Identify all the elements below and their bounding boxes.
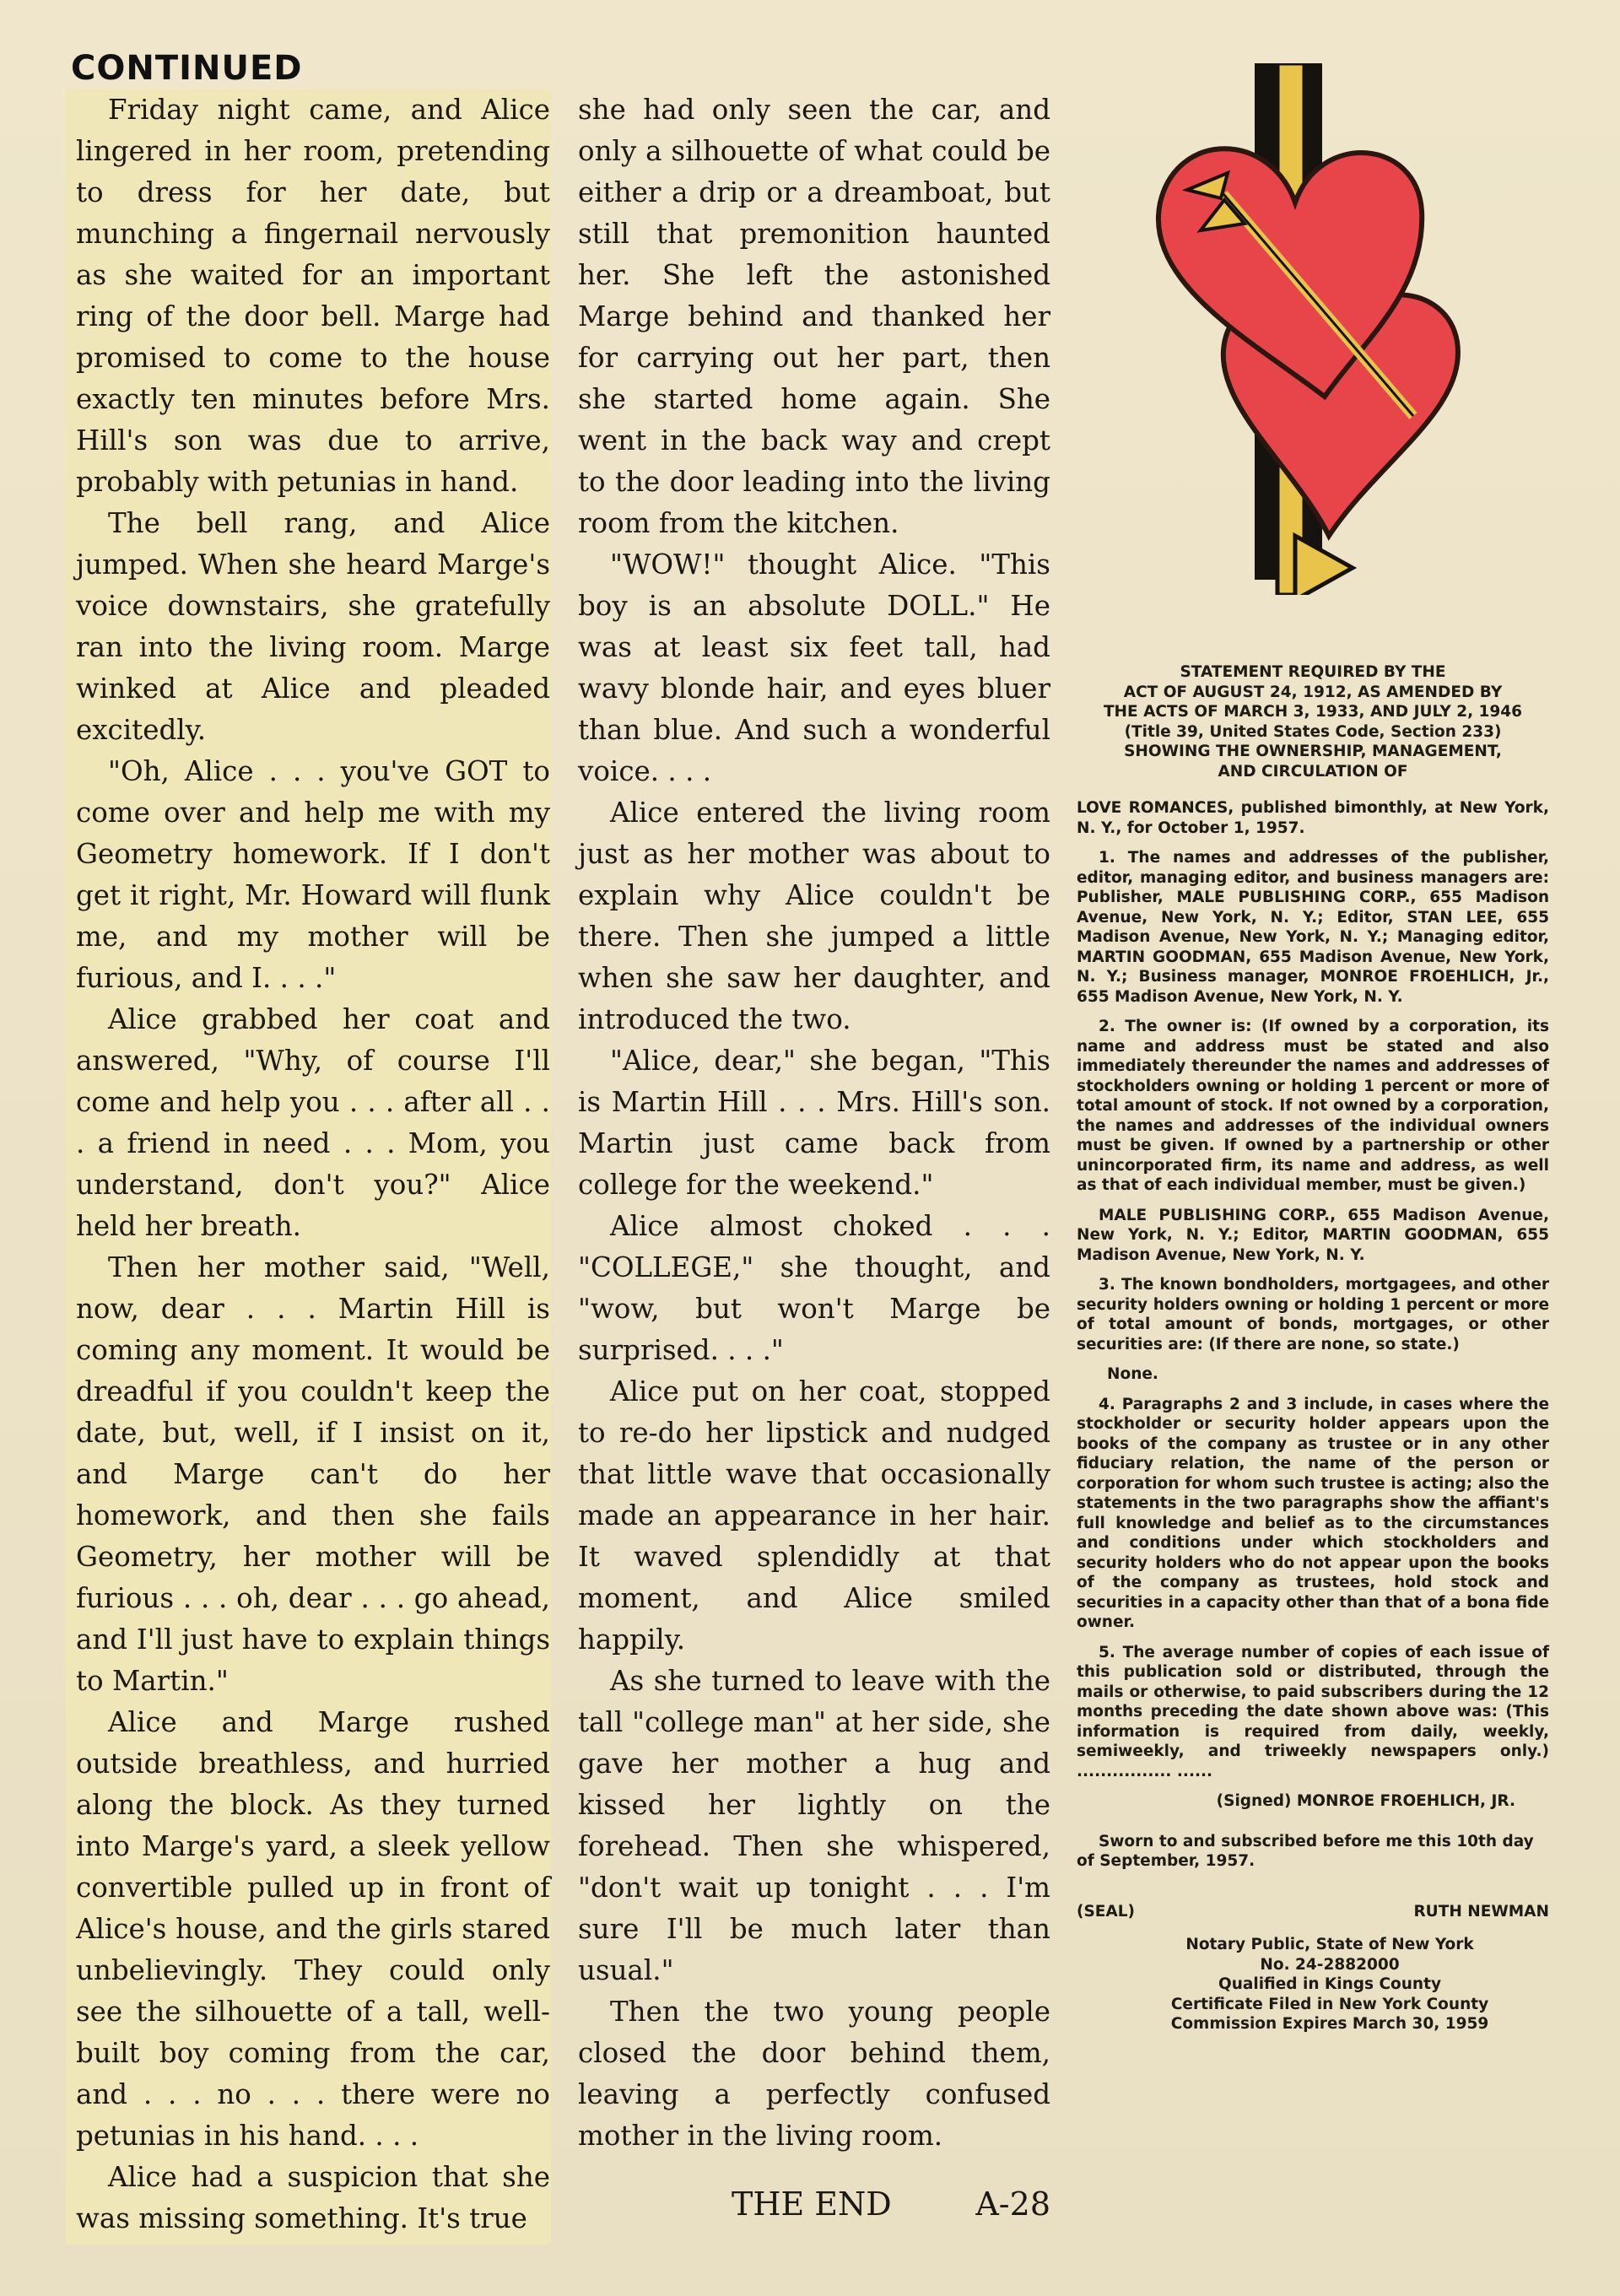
story-paragraph: Alice had a suspicion that she was missing something. It's true	[76, 2161, 550, 2234]
statement-paragraph: 2. The owner is: (If owned by a corporation, its name and address must be stated and also immediately thereunder the names and addresses of stockholders owning or holding 1 percent or more of total amount of stock. If not owned by a corporation, the names and addresses of the individual owners must be given. If owned by a partnership or other unincorporated firm, its name and address, as well as that of each individual member, must be given.)	[1077, 1018, 1549, 1194]
statement-paragraph: 3. The known bondholders, mortgagees, and other security holders owning or holding 1 percent or more of total amount of bonds, mortgages, or other securities are: (If there are none, so state.)	[1077, 1276, 1549, 1353]
story-paragraph: Alice grabbed her coat and answered, "Why, of course I'll come and help you . . . after all . . . a friend in need . . . Mom, you understand, don't you?" Alice held her breath.	[76, 1003, 550, 1242]
arrow-tail-shape	[1295, 536, 1353, 595]
statement-paragraph: 4. Paragraphs 2 and 3 include, in cases where the stockholder or security holder appears upon the books of the company as trustee or in any other fiduciary relation, the name of the person or corporation for whom such trustee is acting; also the statements in the two paragraphs show the affiant's full knowledge and belief as to the circumstances and conditions under which stockholders and security holders who do not appear upon the books of the company as trustees, hold stock and securities in a capacity other than that of a bona fide owner.	[1077, 1395, 1549, 1631]
notary-name: RUTH NEWMAN	[1413, 1902, 1549, 1921]
continued-heading: CONTINUED	[71, 49, 303, 88]
story-paragraph: Alice almost choked . . . "COLLEGE," she thought, and "wow, but won't Marge be surprised. . . ."	[578, 1210, 1050, 1366]
statement-intro: LOVE ROMANCES, published bimonthly, at New York, N. Y., for October 1, 1957.	[1077, 799, 1549, 837]
story-paragraph: "Alice, dear," she began, "This is Martin Hill . . . Mrs. Hill's son. Martin just came back from college for the weekend."	[578, 1045, 1050, 1201]
story-paragraph: Alice entered the living room just as her mother was about to explain why Alice couldn't be there. Then she jumped a little when she saw her daughter, and introduced the two.	[578, 797, 1050, 1035]
page-code: A-28	[975, 2185, 1050, 2223]
statement-none: None.	[1107, 1365, 1158, 1383]
story-column-right	[578, 89, 1050, 2157]
statement-heading-line: SHOWING THE OWNERSHIP, MANAGEMENT,	[1124, 743, 1502, 760]
statement-heading-line: ACT OF AUGUST 24, 1912, AS AMENDED BY	[1123, 683, 1503, 701]
story-end-line	[578, 2185, 1050, 2223]
statement-seal-row	[1077, 1902, 1549, 1922]
notary-line: No. 24-2882000	[1260, 1955, 1400, 1974]
statement-heading-line: THE ACTS OF MARCH 3, 1933, AND JULY 2, 1946	[1103, 703, 1523, 721]
statement-heading-line: STATEMENT REQUIRED BY THE	[1180, 663, 1446, 681]
statement-heading-line: (Title 39, United States Code, Section 233)	[1124, 722, 1502, 741]
story-paragraph: "WOW!" thought Alice. "This boy is an absolute DOLL." He was at least six feet tall, had wavy blonde hair, and eyes bluer than blue. And such a wonderful voice. . . .	[578, 548, 1050, 787]
story-paragraph: "Oh, Alice . . . you've GOT to come over and help me with my Geometry homework. If I don't get it right, Mr. Howard will flunk me, and my mother will be furious, and I. . . ."	[76, 755, 550, 994]
story-paragraph: Then her mother said, "Well, now, dear . . . Martin Hill is coming any moment. It would be dreadful if you couldn't keep the date, but, well, if I insist on it, and Marge can't do her homework, and then she fails Geometry, her mother will be furious . . . oh, dear . . . go ahead, and I'll just have to explain things to Martin."	[76, 1251, 550, 1697]
notary-line: Commission Expires March 30, 1959	[1170, 2015, 1489, 2033]
story-paragraph: Then the two young people closed the door behind them, leaving a perfectly confused mother in the living room.	[578, 1996, 1050, 2152]
notary-line: Qualified in Kings County	[1218, 1975, 1442, 1993]
the-end-label: THE END	[732, 2185, 892, 2223]
statement-paragraph: MALE PUBLISHING CORP., 655 Madison Avenue, New York, N. Y.; Editor, MARTIN GOODMAN, 655 Madison Avenue, New York, N. Y.	[1077, 1206, 1549, 1264]
story-paragraph: Friday night came, and Alice lingered in her room, pretending to dress for her date, but munching a fingernail nervously as she waited for an important ring of the door bell. Marge had promised to come to the house exactly ten minutes before Mrs. Hill's son was due to arrive, probably with petunias in hand.	[76, 94, 550, 498]
story-paragraph: Alice put on her coat, stopped to re-do her lipstick and nudged that little wave that occasionally made an appearance in her hair. It waved splendidly at that moment, and Alice smiled happily.	[578, 1375, 1050, 1656]
seal-label: (SEAL)	[1077, 1902, 1135, 1921]
statement-heading-line: AND CIRCULATION OF	[1218, 762, 1408, 781]
story-paragraph: Alice and Marge rushed outside breathless, and hurried along the block. As they turned into Marge's yard, a sleek yellow convertible pulled up in front of Alice's house, and the girls stared unbelievingly. They could only see the silhouette of a tall, well-built boy coming from the car, and . . . no . . . there were no petunias in his hand. . . .	[76, 1706, 550, 2152]
hearts-with-arrow-illustration	[1126, 63, 1515, 595]
statement-paragraph: 1. The names and addresses of the publisher, editor, managing editor, and business managers are: Publisher, MALE PUBLISHING CORP., 655 Madison Avenue, New York, N. Y.; Editor, STAN LEE, 655 Madison Avenue, New York, N. Y.; Managing editor, MARTIN GOODMAN, 655 Madison Avenue, New York, N. Y.; Business manager, MONROE FROEHLICH, Jr., 655 Madison Avenue, New York, N. Y.	[1077, 849, 1549, 1006]
statement-paragraph: 5. The average number of copies of each issue of this publication sold or distributed, through the mails or otherwise, to paid subscribers during the 12 months preceding the date shown above was: (This information is required from daily, weekly, semiweekly, and triweekly newspapers only.) ................ ......	[1077, 1643, 1549, 1780]
notary-block	[1077, 1935, 1549, 2034]
ownership-statement	[1077, 662, 1549, 2034]
notary-line: Certificate Filed in New York County	[1170, 1995, 1489, 2013]
statement-sworn: Sworn to and subscribed before me this 10th day of September, 1957.	[1077, 1832, 1534, 1870]
story-paragraph-continuation: she had only seen the car, and only a silhouette of what could be either a drip or a dreamboat, but still that premonition haunted her. She left the astonished Marge behind and thanked her for carrying out her part, then she started home again. She went in the back way and crept to the door leading into the living room from the kitchen.	[578, 94, 1050, 539]
story-paragraph: The bell rang, and Alice jumped. When she heard Marge's voice downstairs, she gratefully ran into the living room. Marge winked at Alice and pleaded excitedly.	[76, 507, 550, 746]
story-column-left	[76, 89, 550, 2239]
notary-line: Notary Public, State of New York	[1185, 1936, 1474, 1953]
story-paragraph: As she turned to leave with the tall "college man" at her side, she gave her mother a hug and kissed her lightly on the forehead. Then she whispered, "don't wait up tonight . . . I'm sure I'll be much later than usual."	[578, 1665, 1050, 1986]
statement-signature: (Signed) MONROE FROEHLICH, JR.	[1216, 1792, 1515, 1810]
